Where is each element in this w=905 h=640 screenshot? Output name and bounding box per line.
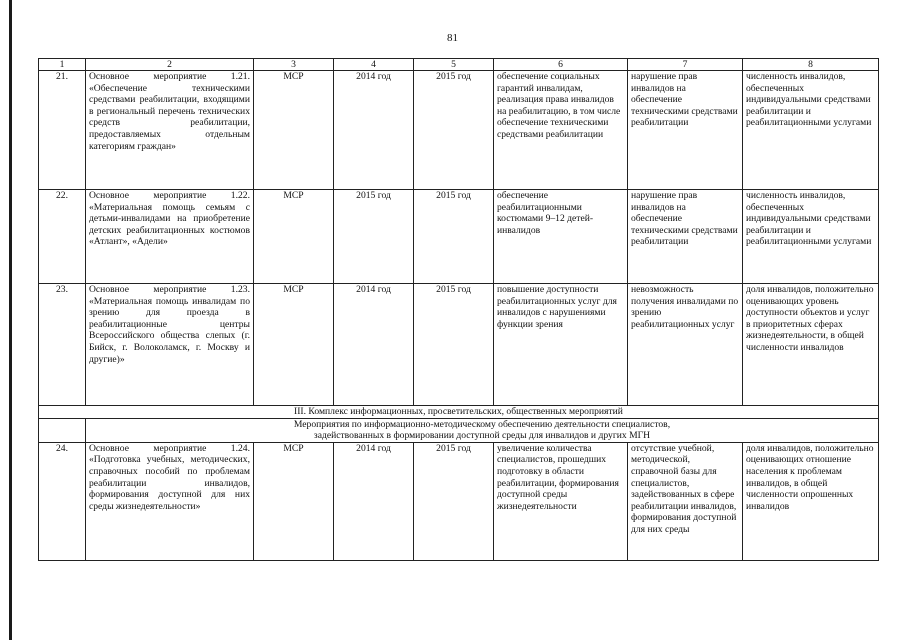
end-year-cell: 2015 год <box>414 71 494 190</box>
row-number: 24. <box>39 442 86 560</box>
subsection-title <box>86 418 879 442</box>
table-row <box>39 71 879 190</box>
result-cell: повышение доступности реабилитационных услуг для инвалидов с нарушениями функции зрения <box>494 284 628 406</box>
indicator-cell: доля инвалидов, положительно оценивающих отношение населения к проблемам инвалидов, в общей численности опрошенных инвалидов <box>743 442 879 560</box>
column-header: 6 <box>494 59 628 71</box>
consequences-cell: нарушение прав инвалидов на обеспечение техническими средствами реабилитации <box>628 71 743 190</box>
page-number: 81 <box>447 32 458 44</box>
measures-table <box>38 58 879 561</box>
consequences-cell: нарушение прав инвалидов на обеспечение техническими средствами реабилитации <box>628 190 743 284</box>
column-number-row <box>39 59 879 71</box>
executor-cell: МСР <box>254 442 334 560</box>
event-cell: Основное мероприятие 1.22. «Материальная помощь семьям с детьми-инвалидами на приобретение детских реабилитационных костюмов «Атлант», «Адели» <box>86 190 254 284</box>
column-header: 1 <box>39 59 86 71</box>
start-year-cell: 2015 год <box>334 190 414 284</box>
result-cell: обеспечение реабилитационными костюмами 9–12 детей-инвалидов <box>494 190 628 284</box>
executor-cell: МСР <box>254 284 334 406</box>
result-cell: обеспечение социальных гарантий инвалидам, реализация права инвалидов на реабилитацию, в том числе обеспечение техническими средствами реабилитации <box>494 71 628 190</box>
consequences-cell: невозможность получения инвалидами по зрению реабилитационных услуг <box>628 284 743 406</box>
page-edge-line <box>9 0 12 640</box>
row-number: 22. <box>39 190 86 284</box>
column-header: 3 <box>254 59 334 71</box>
indicator-cell: численность инвалидов, обеспеченных индивидуальными средствами реабилитации и реабилитационными услугами <box>743 190 879 284</box>
empty-cell <box>39 418 86 442</box>
table-row <box>39 442 879 560</box>
row-number: 21. <box>39 71 86 190</box>
row-number: 23. <box>39 284 86 406</box>
column-header: 2 <box>86 59 254 71</box>
column-header: 4 <box>334 59 414 71</box>
indicator-cell: численность инвалидов, обеспеченных индивидуальными средствами реабилитации и реабилитационными услугами <box>743 71 879 190</box>
executor-cell: МСР <box>254 71 334 190</box>
event-cell: Основное мероприятие 1.23. «Материальная помощь инвалидам по зрению для проезда в реабилитационные центры Всероссийского общества слепых (г. Бийск, г. Волоколамск, г. Москву и другие)» <box>86 284 254 406</box>
event-cell: Основное мероприятие 1.24. «Подготовка учебных, методических, справочных пособий по проблемам реабилитации инвалидов, формирования доступной для них среды жизнедеятельности» <box>86 442 254 560</box>
start-year-cell: 2014 год <box>334 442 414 560</box>
table-row <box>39 284 879 406</box>
column-header: 5 <box>414 59 494 71</box>
end-year-cell: 2015 год <box>414 190 494 284</box>
result-cell: увеличение количества специалистов, прошедших подготовку в области реабилитации, формирования доступной среды жизнедеятельности <box>494 442 628 560</box>
section-title: III. Комплекс информационных, просветительских, общественных мероприятий <box>39 406 879 419</box>
indicator-cell: доля инвалидов, положительно оценивающих уровень доступности объектов и услуг в приоритетных сферах жизнедеятельности, в общей численности инвалидов <box>743 284 879 406</box>
executor-cell: МСР <box>254 190 334 284</box>
subsection-title-line: Мероприятия по информационно-методическому обеспечению деятельности специалистов, <box>293 418 671 430</box>
column-header: 7 <box>628 59 743 71</box>
section-row <box>39 406 879 419</box>
event-cell: Основное мероприятие 1.21. «Обеспечение техническими средствами реабилитации, входящими в региональный перечень технических средств реабилитации, предоставляемых отдельным категориям граждан» <box>86 71 254 190</box>
subsection-row <box>39 418 879 442</box>
start-year-cell: 2014 год <box>334 71 414 190</box>
start-year-cell: 2014 год <box>334 284 414 406</box>
consequences-cell: отсутствие учебной, методической, справочной базы для специалистов, задействованных в сфере реабилитации инвалидов, формирования доступной для них среды <box>628 442 743 560</box>
end-year-cell: 2015 год <box>414 442 494 560</box>
column-header: 8 <box>743 59 879 71</box>
subsection-title-line: задействованных в формировании доступной среды для инвалидов и других МГН <box>313 430 651 442</box>
end-year-cell: 2015 год <box>414 284 494 406</box>
table-row <box>39 190 879 284</box>
